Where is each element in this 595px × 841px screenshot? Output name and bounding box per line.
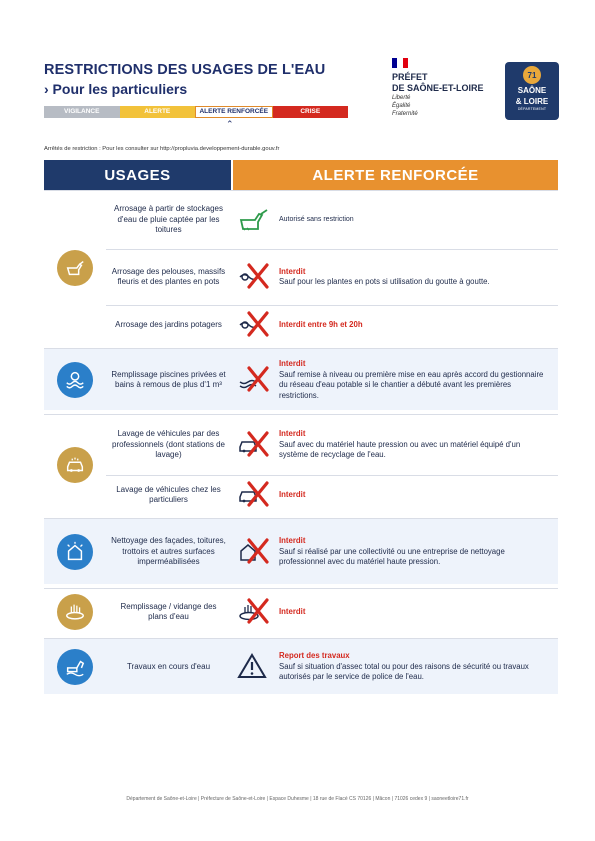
car-forbidden-icon — [237, 481, 273, 509]
page-subtitle: › Pour les particuliers — [44, 81, 188, 97]
usage-group — [44, 414, 558, 514]
row-separator — [106, 249, 558, 250]
prefet-logo — [392, 58, 484, 118]
prefet-line-1: PRÉFET — [392, 72, 428, 82]
table-header — [44, 160, 558, 190]
restriction-status: Report des travaux — [279, 651, 350, 661]
level-crise: CRISE — [273, 106, 349, 118]
arrete-link-text: Arrêtés de restriction : Pour les consulter sur http://propluvia.developpement-durable.gouv.fr — [44, 146, 280, 152]
restriction-detail: Sauf avec du matériel haute pression ou avec un matériel équipé d'un système de recyclage de l'eau. — [279, 439, 521, 460]
car-forbidden-icon — [237, 431, 273, 459]
prefet-line-2: DE SAÔNE-ET-LOIRE — [392, 83, 484, 93]
department-name-1: SAÔNE — [517, 86, 547, 95]
usage-label: Lavage de véhicules par des professionnels (dont stations de lavage) — [112, 429, 225, 460]
usage-label: Remplissage piscines privées et bains à remous de plus d'1 m³ — [111, 369, 226, 389]
usage-label: Lavage de véhicules chez les particuliers — [116, 484, 221, 504]
restriction-cell — [233, 305, 558, 345]
restriction-cell — [233, 349, 558, 411]
usage-label: Travaux en cours d'eau — [126, 661, 211, 671]
usage-label: Arrosage à partir de stockages d'eau de pluie captée par les toitures — [114, 204, 223, 235]
restriction-status: Interdit entre 9h et 20h — [279, 319, 363, 329]
usage-group — [44, 348, 558, 410]
usage-group — [44, 588, 558, 634]
usage-label: Remplissage / vidange des plans d'eau — [120, 601, 217, 621]
watering-can-allowed-icon — [237, 206, 273, 234]
warning-icon — [237, 653, 273, 681]
restriction-text — [279, 359, 558, 401]
alert-level-bar — [44, 106, 348, 118]
restriction-status: Interdit — [279, 359, 306, 368]
page-title: RESTRICTIONS DES USAGES DE L'EAU — [44, 62, 326, 78]
restriction-cell — [233, 639, 558, 695]
restriction-status: Interdit — [279, 429, 306, 439]
usage-label: Arrosage des jardins potagers — [115, 319, 222, 329]
usage-label: Arrosage des pelouses, massifs fleuris et des plantes en pots — [111, 266, 226, 286]
table-row — [44, 589, 558, 635]
pond-forbidden-icon — [237, 598, 273, 626]
restriction-text — [279, 267, 500, 288]
department-logo — [505, 62, 559, 120]
restriction-detail: Sauf remise à niveau ou première mise en eau après accord du gestionnaire du réseau d'eau potable si le chantier a débuté avant les premières restrictions. — [279, 369, 544, 400]
table-row — [44, 519, 558, 585]
flag-icon — [392, 58, 408, 68]
column-usages: USAGES — [44, 160, 231, 190]
restriction-cell — [233, 415, 558, 475]
restriction-status: Autorisé sans restriction — [279, 215, 354, 223]
restriction-status: Interdit — [279, 536, 306, 546]
level-vigilance: VIGILANCE — [44, 106, 120, 118]
table-row — [44, 249, 558, 305]
restriction-cell — [233, 191, 558, 249]
level-alerte: ALERTE — [120, 106, 196, 118]
usage-group — [44, 638, 558, 694]
restriction-cell — [233, 519, 558, 585]
restriction-text — [279, 651, 558, 683]
table-row — [44, 415, 558, 475]
pool-forbidden-icon — [237, 366, 273, 394]
restriction-text — [279, 215, 364, 226]
table-row — [44, 191, 558, 249]
restriction-detail: Sauf si situation d'assec total ou pour des raisons de sécurité ou travaux autorisés par le service de police de l'eau. — [279, 661, 529, 682]
table-row — [44, 305, 558, 345]
department-tag: DÉPARTEMENT — [517, 107, 547, 111]
restriction-detail: Sauf pour les plantes en pots si utilisation du goutte à goutte. — [279, 277, 490, 286]
level-alerte-renforcee: ALERTE RENFORCÉE — [195, 106, 273, 118]
restriction-text — [279, 490, 315, 501]
column-alerte-renforcee: ALERTE RENFORCÉE — [233, 160, 558, 190]
restriction-status: Interdit — [279, 606, 306, 616]
restriction-cell — [233, 249, 558, 305]
restriction-text — [279, 429, 558, 461]
restriction-status: Interdit — [279, 489, 306, 499]
usage-group — [44, 190, 558, 344]
motto-fraternite: Fraternité — [392, 111, 418, 117]
house-forbidden-icon — [237, 538, 273, 566]
restriction-cell — [233, 475, 558, 515]
restriction-cell — [233, 589, 558, 635]
restriction-text — [279, 607, 315, 618]
usage-label: Nettoyage des façades, toitures, trottoirs et autres surfaces imperméabilisées — [111, 536, 226, 567]
restriction-detail: Sauf si réalisé par une collectivité ou une entreprise de nettoyage professionnel avec du matériel haute pression. — [279, 546, 505, 567]
restriction-text — [279, 320, 373, 331]
footer-text: Département de Saône-et-Loire | Préfecture de Saône-et-Loire | Espace Duhesme | 18 rue de Flacé CS 70126 | Mâcon | 71026 cedex 9 | saoneetloire71.fr — [126, 796, 469, 802]
table-row — [44, 475, 558, 515]
restrictions-table — [44, 160, 558, 682]
table-row — [44, 349, 558, 411]
motto-liberte: Liberté — [392, 95, 411, 101]
department-name-2: & LOIRE — [515, 97, 549, 106]
usage-group — [44, 518, 558, 584]
department-number: 71 — [523, 66, 541, 84]
table-row — [44, 639, 558, 695]
row-separator — [106, 305, 558, 306]
hose-forbidden-icon — [237, 311, 273, 339]
hose-forbidden-icon — [237, 263, 273, 291]
motto-egalite: Égalité — [392, 103, 411, 109]
restriction-status: Interdit — [279, 266, 306, 276]
active-level-caret: ⌃ — [226, 119, 234, 129]
row-separator — [106, 475, 558, 476]
restriction-text — [279, 536, 558, 568]
